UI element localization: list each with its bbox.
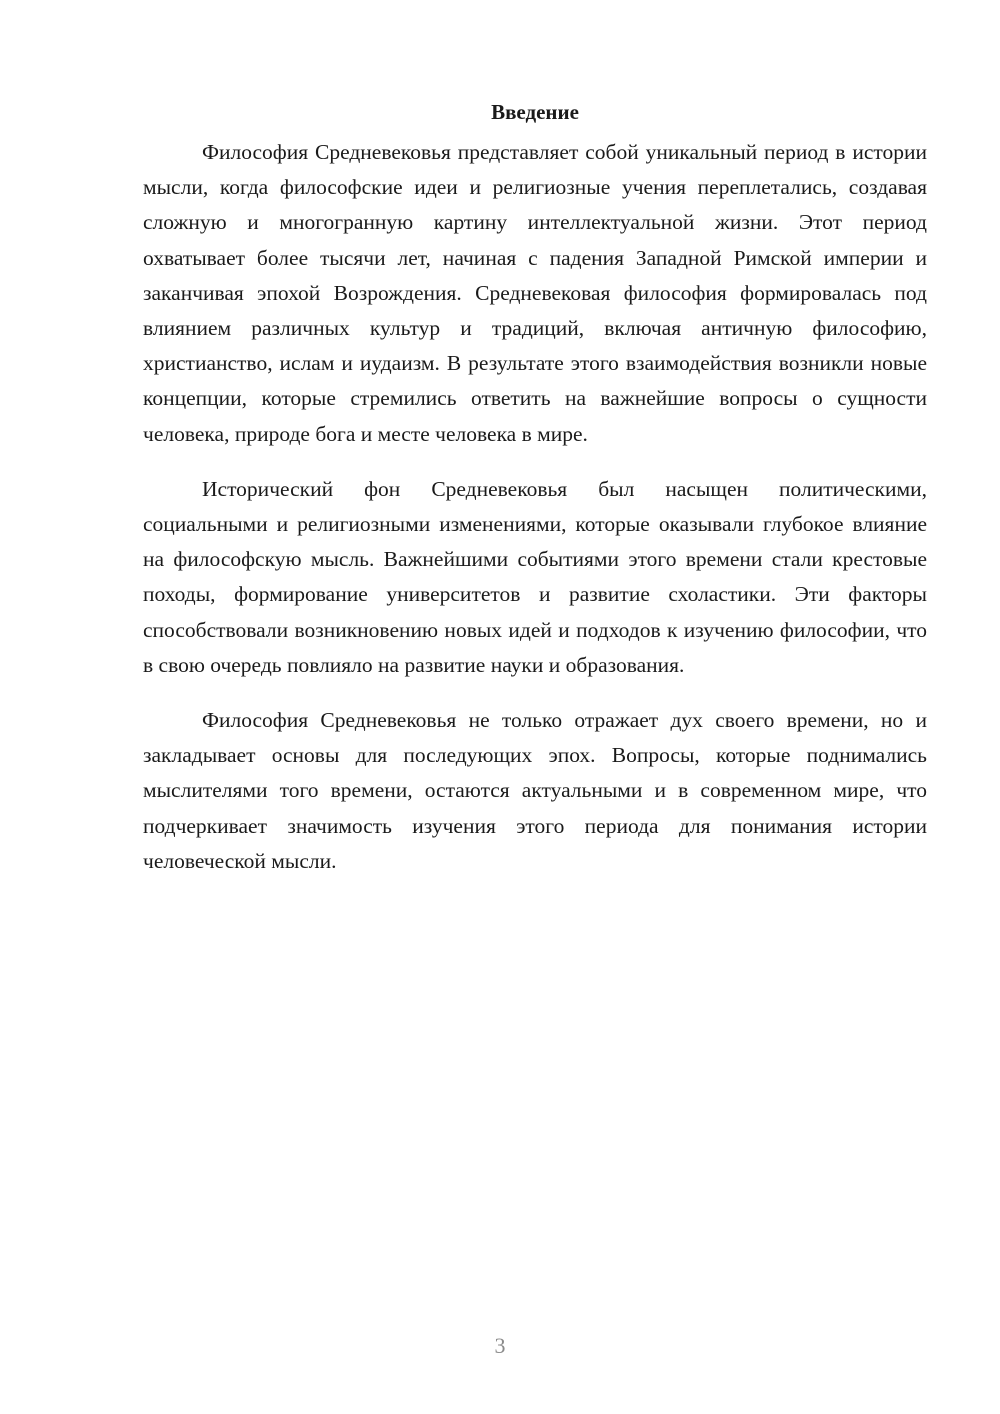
paragraph-1: Философия Средневековья представляет собой уникальный период в истории мысли, когда философские идеи и религиозные учения переплетались, создавая сложную и многогранную картину интеллектуальной жизни. Этот период охватывает более тысячи лет, начиная с падения Западной Римской империи и заканчивая эпохой Возрождения. Средневековая философия формировалась под влиянием различных культур и традиций, включая античную философию, христианство, ислам и иудаизм. В результате этого взаимодействия возникли новые концепции, которые стремились ответить на важнейшие вопросы о сущности человека, природе бога и месте человека в мире. bbox=[143, 140, 927, 446]
paragraph-3: Философия Средневековья не только отражает дух своего времени, но и закладывает основы для последующих эпох. Вопросы, которые поднимались мыслителями того времени, остаются актуальными и в современном мире, что подчеркивает значимость изучения этого периода для понимания истории человеческой мысли. bbox=[143, 708, 927, 873]
paragraph-2: Исторический фон Средневековья был насыщен политическими, социальными и религиозными изменениями, которые оказывали глубокое влияние на философскую мысль. Важнейшими событиями этого времени стали крестовые походы, формирование университетов и развитие схоластики. Эти факторы способствовали возникновению новых идей и подходов к изучению философии, что в свою очередь повлияло на развитие науки и образования. bbox=[143, 476, 927, 677]
section-title: Введение bbox=[491, 100, 579, 124]
page-content bbox=[143, 97, 927, 899]
page-number: 3 bbox=[494, 1333, 506, 1358]
